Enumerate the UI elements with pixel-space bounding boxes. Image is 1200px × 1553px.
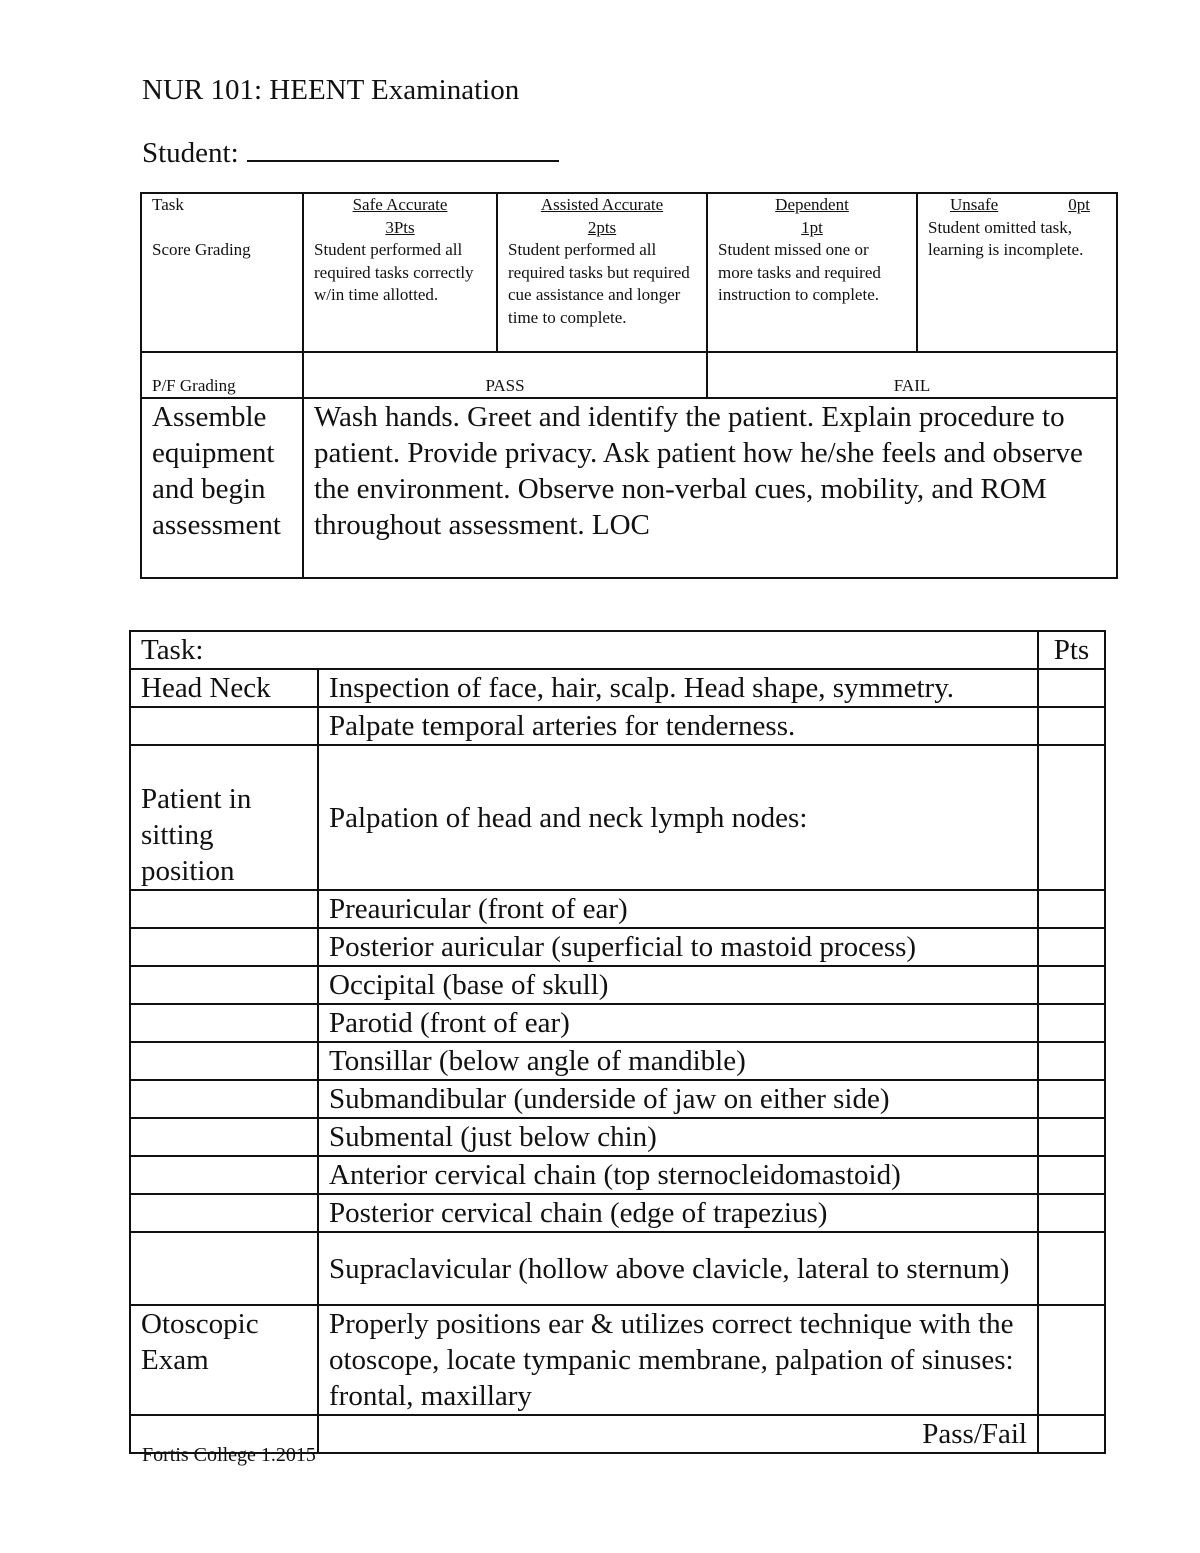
row-category: Patient in sitting position	[130, 745, 318, 890]
row-task: Anterior cervical chain (top sternocleidomastoid)	[318, 1156, 1038, 1194]
heent-checklist-table	[129, 630, 1106, 1454]
row-task: Preauricular (front of ear)	[318, 890, 1038, 928]
table-row	[130, 1080, 1105, 1118]
row-pts-cell[interactable]	[1038, 1042, 1105, 1080]
row-pts-cell[interactable]	[1038, 890, 1105, 928]
rubric-level-dependent	[707, 193, 917, 352]
table-row	[130, 1232, 1105, 1305]
pass-fail-label: Pass/Fail	[318, 1415, 1038, 1453]
rubric-pf-row	[141, 352, 1117, 398]
row-pts-cell[interactable]	[1038, 669, 1105, 707]
row-category: Otoscopic Exam	[130, 1305, 318, 1415]
row-task: Supraclavicular (hollow above clavicle, lateral to sternum)	[318, 1232, 1038, 1305]
row-category	[130, 1118, 318, 1156]
table-row	[130, 1156, 1105, 1194]
row-category	[130, 1080, 318, 1118]
level-name: Dependent	[775, 195, 849, 214]
row-pts-cell[interactable]	[1038, 1004, 1105, 1042]
level-description: Student omitted task, learning is incomplete.	[928, 217, 1084, 259]
checklist-task-header: Task:	[130, 631, 1038, 669]
row-category	[130, 890, 318, 928]
row-category	[130, 707, 318, 745]
fail-label: FAIL	[707, 352, 1117, 398]
row-category	[130, 1042, 318, 1080]
row-pts-cell[interactable]	[1038, 928, 1105, 966]
table-row	[130, 928, 1105, 966]
table-row	[130, 1004, 1105, 1042]
table-row	[130, 1305, 1105, 1415]
assemble-task-label: Assemble equipment and begin assessment	[141, 398, 303, 578]
table-row	[130, 890, 1105, 928]
table-row	[130, 669, 1105, 707]
row-category	[130, 1156, 318, 1194]
rubric-assemble-row	[141, 398, 1117, 578]
row-task: Posterior auricular (superficial to mastoid process)	[318, 928, 1038, 966]
table-row	[130, 745, 1105, 890]
level-description: Student missed one or more tasks and required instruction to complete.	[718, 240, 881, 304]
level-points: 0pt	[1068, 195, 1090, 214]
level-name: Unsafe	[950, 195, 999, 214]
row-pts-cell[interactable]	[1038, 1232, 1105, 1305]
checklist-header-row	[130, 631, 1105, 669]
rubric-header-row	[141, 193, 1117, 352]
row-task: Submandibular (underside of jaw on either side)	[318, 1080, 1038, 1118]
row-pts-cell[interactable]	[1038, 1156, 1105, 1194]
row-task: Occipital (base of skull)	[318, 966, 1038, 1004]
row-category	[130, 1194, 318, 1232]
row-category: Head Neck	[130, 669, 318, 707]
level-description: Student performed all required tasks correctly w/in time allotted.	[314, 240, 474, 304]
row-category	[130, 966, 318, 1004]
row-category	[130, 1004, 318, 1042]
table-row	[130, 707, 1105, 745]
footer-text: Fortis College 1.2015	[142, 1444, 316, 1466]
row-pts-cell[interactable]	[1038, 1080, 1105, 1118]
level-description: Student performed all required tasks but required cue assistance and longer time to complete.	[508, 240, 690, 327]
student-name-blank	[247, 134, 559, 162]
pass-label: PASS	[303, 352, 707, 398]
level-points: 2pts	[587, 217, 617, 237]
row-task: Parotid (front of ear)	[318, 1004, 1038, 1042]
row-category	[130, 1232, 318, 1305]
student-name-line	[142, 134, 559, 171]
row-task: Posterior cervical chain (edge of trapezius)	[318, 1194, 1038, 1232]
rubric-score-grading-label: Score Grading	[152, 239, 251, 259]
row-task: Submental (just below chin)	[318, 1118, 1038, 1156]
row-pts-cell[interactable]	[1038, 1194, 1105, 1232]
row-task: Inspection of face, hair, scalp. Head shape, symmetry.	[318, 669, 1038, 707]
table-row	[130, 966, 1105, 1004]
grading-rubric-table	[140, 192, 1118, 579]
pf-grading-label: P/F Grading	[141, 352, 303, 398]
row-pts-cell[interactable]	[1038, 1305, 1105, 1415]
row-pts-cell[interactable]	[1038, 707, 1105, 745]
student-label: Student:	[142, 137, 239, 169]
row-task: Properly positions ear & utilizes correct technique with the otoscope, locate tympanic membrane, palpation of sinuses: frontal, maxillary	[318, 1305, 1038, 1415]
table-row	[130, 1118, 1105, 1156]
table-row	[130, 1194, 1105, 1232]
row-pts-cell[interactable]	[1038, 745, 1105, 890]
row-task: Palpation of head and neck lymph nodes:	[318, 745, 1038, 890]
row-pts-cell[interactable]	[1038, 1118, 1105, 1156]
row-task: Palpate temporal arteries for tenderness.	[318, 707, 1038, 745]
level-points: 1pt	[801, 217, 823, 237]
row-task: Tonsillar (below angle of mandible)	[318, 1042, 1038, 1080]
row-category	[130, 928, 318, 966]
pass-fail-pts-cell[interactable]	[1038, 1415, 1105, 1453]
level-name: Assisted Accurate	[540, 195, 664, 214]
document-title: NUR 101: HEENT Examination	[142, 74, 520, 106]
row-pts-cell[interactable]	[1038, 966, 1105, 1004]
level-points: 3Pts	[385, 217, 415, 237]
checklist-pts-header: Pts	[1038, 631, 1105, 669]
table-row	[130, 1042, 1105, 1080]
assemble-task-description: Wash hands. Greet and identify the patient. Explain procedure to patient. Provide privacy. Ask patient how he/she feels and observe the environment. Observe non-verbal cues, mobility, and ROM throughout assessment. LOC	[303, 398, 1117, 578]
rubric-task-label: Task	[152, 195, 184, 214]
rubric-level-safe-accurate	[303, 193, 497, 352]
level-name: Safe Accurate	[352, 195, 448, 214]
rubric-level-unsafe	[917, 193, 1117, 352]
rubric-task-cell	[141, 193, 303, 352]
rubric-level-assisted-accurate	[497, 193, 707, 352]
